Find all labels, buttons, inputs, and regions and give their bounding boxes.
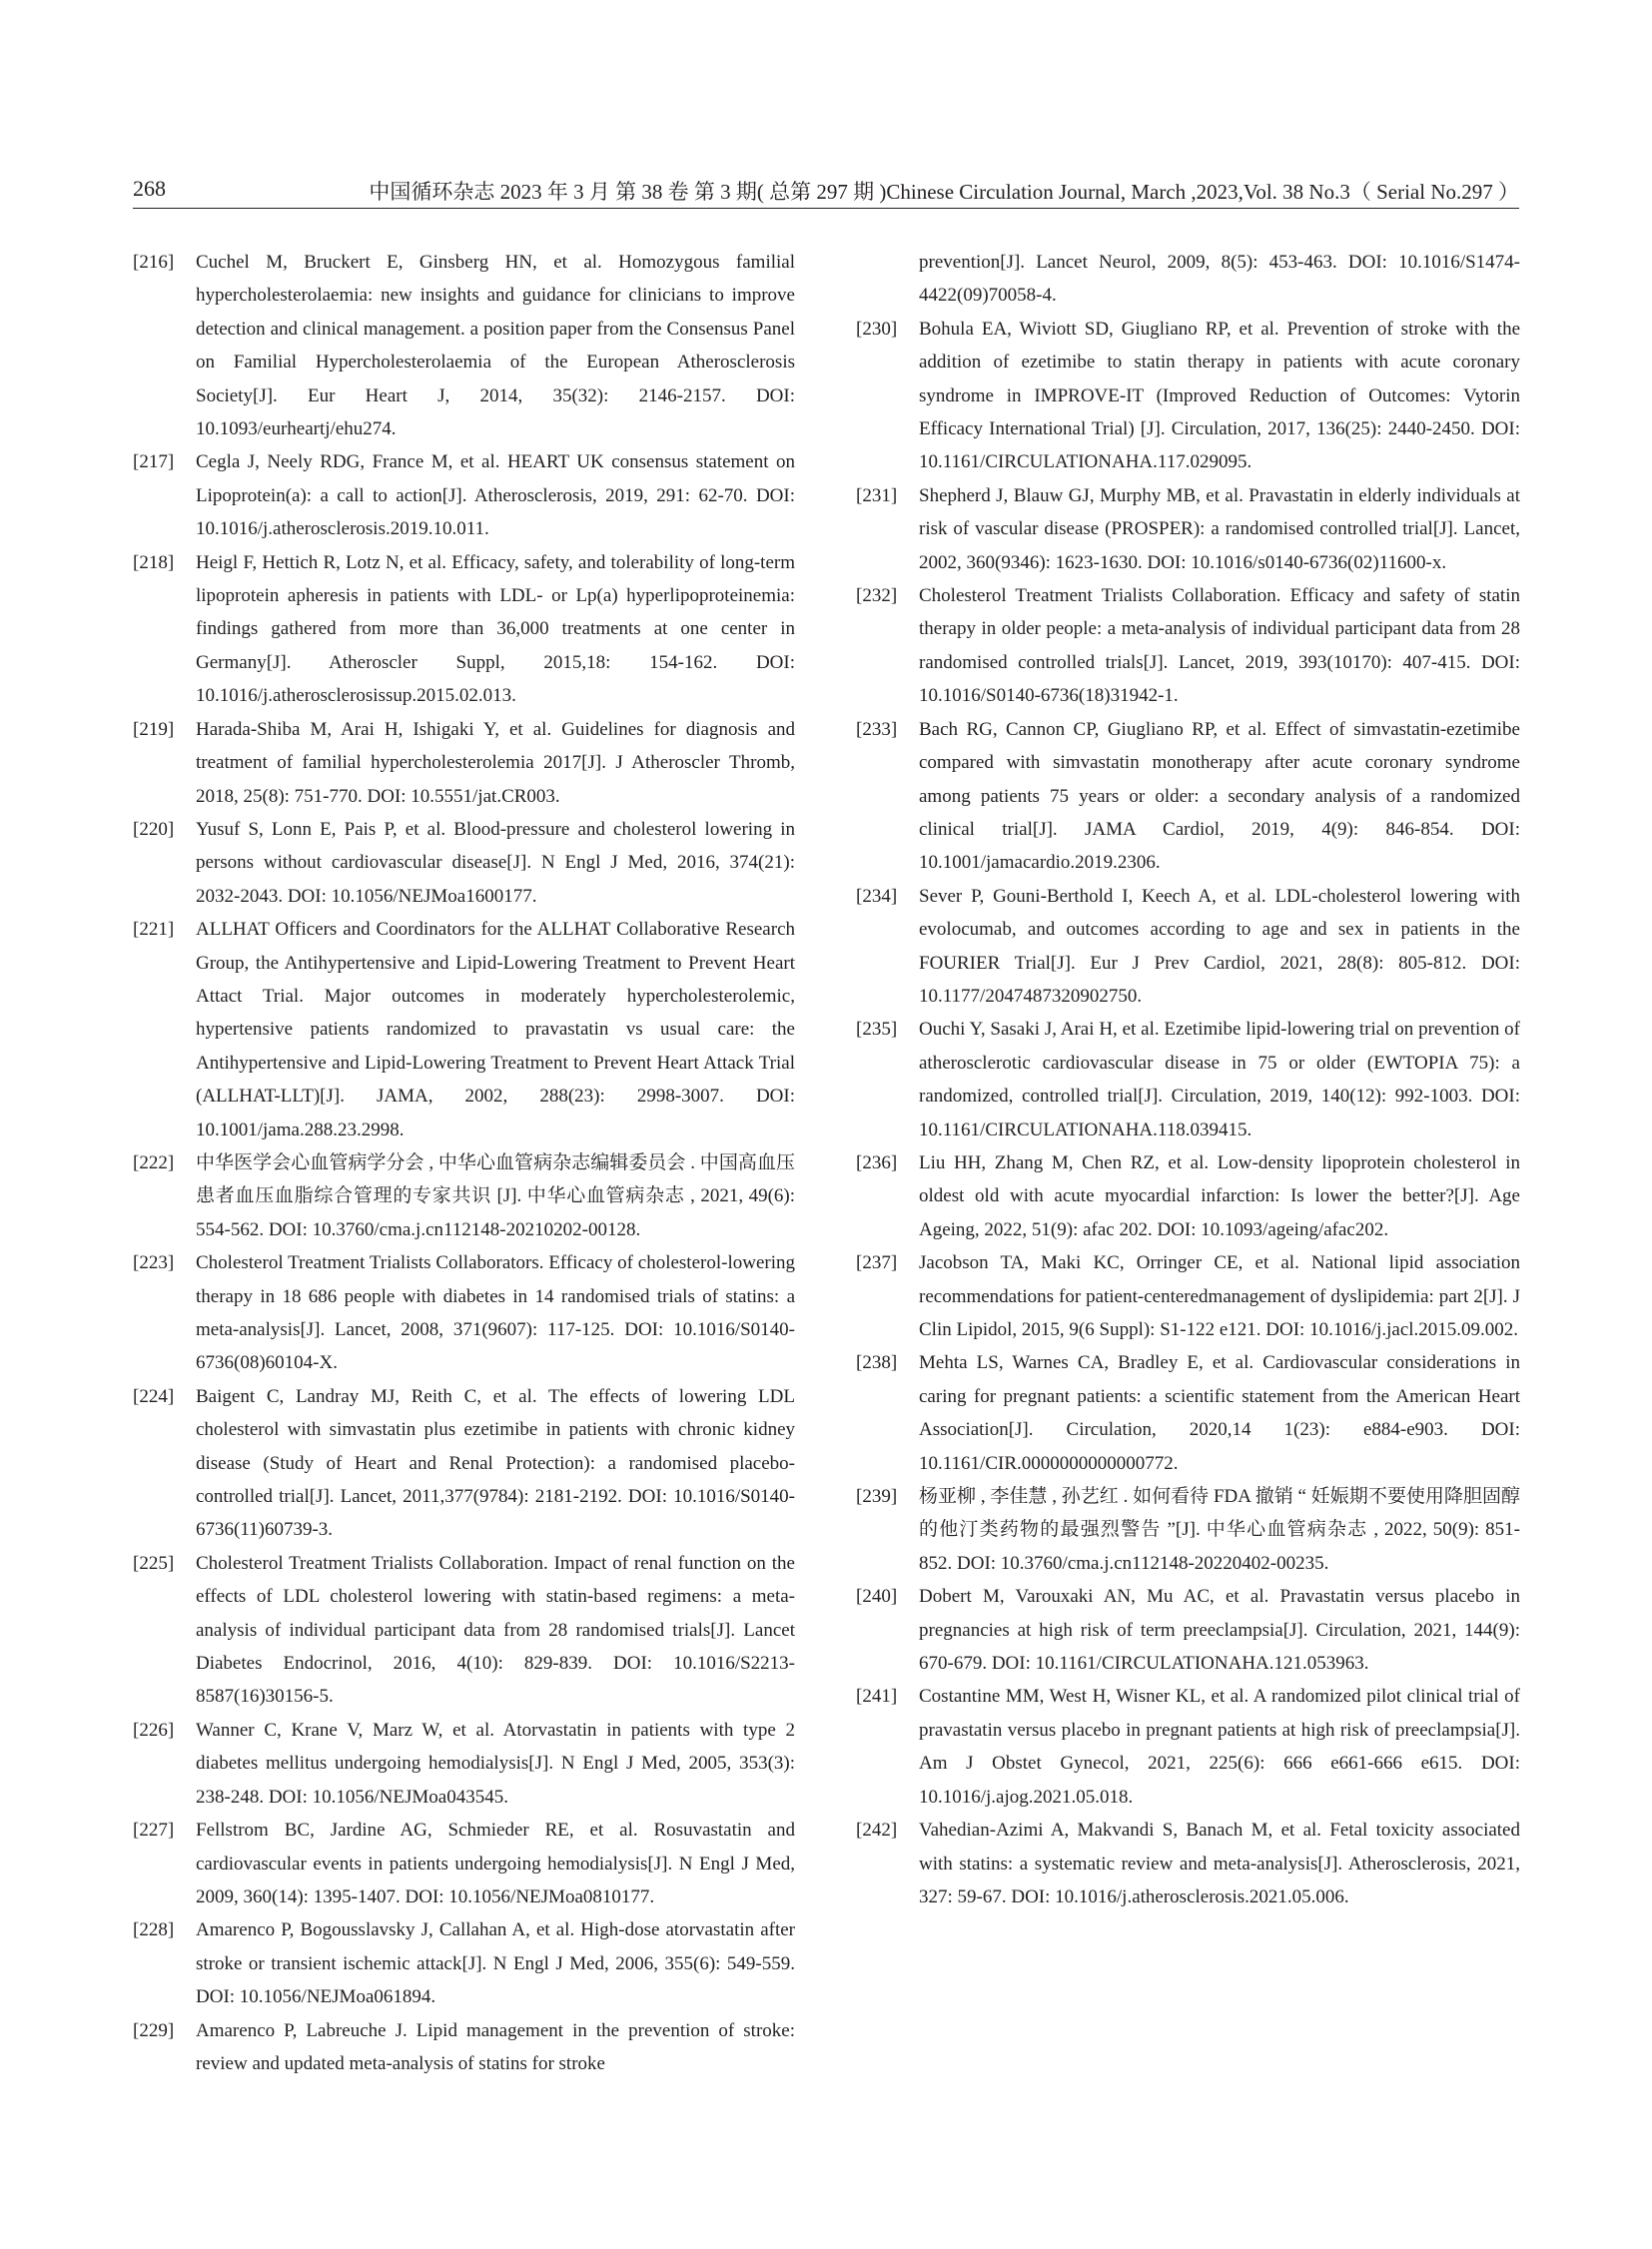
- reference-item: [856, 1013, 1520, 1146]
- reference-number: [218]: [133, 551, 175, 573]
- reference-item: [133, 2014, 795, 2081]
- reference-number: [237]: [856, 1252, 898, 1274]
- reference-list-left: [133, 246, 795, 2080]
- reference-number: [216]: [133, 252, 175, 273]
- reference-text: Sever P, Gouni-Berthold I, Keech A, et al. LDL-cholesterol lowering with evolocumab, and outcomes according to age and sex in patients in the FOURIER Trial[J]. Eur J Prev Cardiol, 2021, 28(8): 805-812. DOI: 10.1177/2047487320902750.: [919, 885, 1520, 1007]
- reference-item: [133, 1547, 795, 1714]
- reference-item: [133, 445, 795, 545]
- reference-number: [225]: [133, 1552, 175, 1574]
- reference-text: Heigl F, Hettich R, Lotz N, et al. Efficacy, safety, and tolerability of long-term lipoprotein apheresis in patients with LDL- or Lp(a) hyperlipoproteinemia: findings gathered from more than 36,000 treatments at one center in Germany[J]. Atheroscler Suppl, 2015,18: 154-162. DOI: 10.1016/j.atherosclerosissup.2015.02.013.: [196, 551, 795, 707]
- reference-number: [229]: [133, 2019, 175, 2041]
- reference-number: [234]: [856, 885, 898, 907]
- reference-text: Wanner C, Krane V, Marz W, et al. Atorvastatin in patients with type 2 diabetes mellitus undergoing hemodialysis[J]. N Engl J Med, 2005, 353(3): 238-248. DOI: 10.1056/NEJMoa043545.: [196, 1719, 795, 1808]
- reference-number: [235]: [856, 1019, 898, 1041]
- reference-item: [856, 1146, 1520, 1246]
- reference-number: [233]: [856, 718, 898, 740]
- reference-number: [232]: [856, 585, 898, 607]
- reference-number: [228]: [133, 1919, 175, 1941]
- reference-item: [856, 1480, 1520, 1580]
- reference-number: [223]: [133, 1252, 175, 1274]
- reference-text: Bohula EA, Wiviott SD, Giugliano RP, et al. Prevention of stroke with the addition of ezetimibe to statin therapy in patients with acute coronary syndrome in IMPROVE-IT (Improved Reduction of Outcomes: Vytorin Efficacy International Trial) [J]. Circulation, 2017, 136(25): 2440-2450. DOI: 10.1161/CIRCULATIONAHA.117.029095.: [919, 318, 1520, 473]
- reference-text: Fellstrom BC, Jardine AG, Schmieder RE, et al. Rosuvastatin and cardiovascular events in patients undergoing hemodialysis[J]. N Engl J Med, 2009, 360(14): 1395-1407. DOI: 10.1056/NEJMoa0810177.: [196, 1820, 795, 1907]
- journal-running-head: 中国循环杂志 2023 年 3 月 第 38 卷 第 3 期( 总第 297 期 )Chinese Circulation Journal, March ,2023,Vol. 38 No.3（ Serial No.297 ）: [369, 180, 1519, 204]
- reference-text: Bach RG, Cannon CP, Giugliano RP, et al. Effect of simvastatin-ezetimibe compared with simvastatin monotherapy after acute coronary syndrome among patients 75 years or older: a secondary analysis of a randomized clinical trial[J]. JAMA Cardiol, 2019, 4(9): 846-854. DOI: 10.1001/jamacardio.2019.2306.: [919, 718, 1520, 874]
- reference-item: [133, 1913, 795, 2013]
- reference-text: Harada-Shiba M, Arai H, Ishigaki Y, et al. Guidelines for diagnosis and treatment of familial hypercholesterolemia 2017[J]. J Atheroscler Thromb, 2018, 25(8): 751-770. DOI: 10.5551/jat.CR003.: [196, 718, 795, 807]
- reference-item: [133, 1380, 795, 1547]
- reference-item: [856, 579, 1520, 713]
- left-column: [133, 246, 795, 2080]
- reference-item: [856, 1814, 1520, 1913]
- reference-text: Cholesterol Treatment Trialists Collaborators. Efficacy of cholesterol-lowering therapy in 18 686 people with diabetes in 14 randomised trials of statins: a meta-analysis[J]. Lancet, 2008, 371(9607): 117-125. DOI: 10.1016/S0140-6736(08)60104-X.: [196, 1252, 795, 1374]
- reference-item: [856, 1346, 1520, 1480]
- reference-item: [133, 546, 795, 713]
- reference-text: Cholesterol Treatment Trialists Collaboration. Impact of renal function on the effects of LDL cholesterol lowering with statin-based regimens: a meta-analysis of individual participant data from 28 randomised trials[J]. Lancet Diabetes Endocrinol, 2016, 4(10): 829-839. DOI: 10.1016/S2213-8587(16)30156-5.: [196, 1552, 795, 1708]
- reference-number: [242]: [856, 1820, 898, 1842]
- reference-number: [240]: [856, 1586, 898, 1608]
- reference-number: [227]: [133, 1820, 175, 1842]
- reference-item: [856, 1580, 1520, 1680]
- reference-number: [221]: [133, 919, 175, 941]
- reference-item: [133, 1814, 795, 1913]
- reference-text: Cholesterol Treatment Trialists Collaboration. Efficacy and safety of statin therapy in older people: a meta-analysis of individual participant data from 28 randomised controlled trials[J]. Lancet, 2019, 393(10170): 407-415. DOI: 10.1016/S0140-6736(18)31942-1.: [919, 585, 1520, 707]
- reference-text: Yusuf S, Lonn E, Pais P, et al. Blood-pressure and cholesterol lowering in persons without cardiovascular disease[J]. N Engl J Med, 2016, 374(21): 2032-2043. DOI: 10.1056/NEJMoa1600177.: [196, 818, 795, 907]
- reference-number: [217]: [133, 451, 175, 473]
- reference-text: Amarenco P, Bogousslavsky J, Callahan A, et al. High-dose atorvastatin after stroke or transient ischemic attack[J]. N Engl J Med, 2006, 355(6): 549-559. DOI: 10.1056/NEJMoa061894.: [196, 1919, 795, 2008]
- page-header: [133, 172, 1519, 209]
- right-column: [856, 246, 1520, 1913]
- reference-item: [133, 1146, 795, 1246]
- reference-number: [231]: [856, 484, 898, 506]
- reference-text: Costantine MM, West H, Wisner KL, et al. A randomized pilot clinical trial of pravastatin versus placebo in pregnant patients at high risk of preeclampsia[J]. Am J Obstet Gynecol, 2021, 225(6): 666 e661-666 e615. DOI: 10.1016/j.ajog.2021.05.018.: [919, 1686, 1520, 1808]
- reference-list-right: [856, 313, 1520, 1914]
- reference-text: 杨亚柳 , 李佳慧 , 孙艺红 . 如何看待 FDA 撤销 “ 妊娠期不要使用降胆固醇的他汀类药物的最强烈警告 ”[J]. 中华心血管病杂志 , 2022, 50(9): 851-852. DOI: 10.3760/cma.j.cn112148-20220402-00235.: [919, 1486, 1520, 1574]
- reference-text: Shepherd J, Blauw GJ, Murphy MB, et al. Pravastatin in elderly individuals at risk of vascular disease (PROSPER): a randomised controlled trial[J]. Lancet, 2002, 360(9346): 1623-1630. DOI: 10.1016/s0140-6736(02)11600-x.: [919, 484, 1520, 573]
- reference-text: ALLHAT Officers and Coordinators for the ALLHAT Collaborative Research Group, the Antihypertensive and Lipid-Lowering Treatment to Prevent Heart Attact Trial. Major outcomes in moderately hypercholesterolemic, hypertensive patients randomized to pravastatin vs usual care: the Antihypertensive and Lipid-Lowering Treatment to Prevent Heart Attack Trial (ALLHAT-LLT)[J]. JAMA, 2002, 288(23): 2998-3007. DOI: 10.1001/jama.288.23.2998.: [196, 919, 795, 1140]
- reference-number: [226]: [133, 1719, 175, 1741]
- reference-item: [133, 913, 795, 1146]
- reference-number: [230]: [856, 318, 898, 340]
- reference-text: Mehta LS, Warnes CA, Bradley E, et al. Cardiovascular considerations in caring for pregnant patients: a scientific statement from the American Heart Association[J]. Circulation, 2020,14 1(23): e884-e903. DOI: 10.1161/CIR.0000000000000772.: [919, 1352, 1520, 1474]
- reference-text: Ouchi Y, Sasaki J, Arai H, et al. Ezetimibe lipid-lowering trial on prevention of atherosclerotic cardiovascular disease in 75 or older (EWTOPIA 75): a randomized, controlled trial[J]. Circulation, 2019, 140(12): 992-1003. DOI: 10.1161/CIRCULATIONAHA.118.039415.: [919, 1019, 1520, 1140]
- reference-item: [133, 813, 795, 913]
- reference-text: Vahedian-Azimi A, Makvandi S, Banach M, et al. Fetal toxicity associated with statins: a systematic review and meta-analysis[J]. Atherosclerosis, 2021, 327: 59-67. DOI: 10.1016/j.atherosclerosis.2021.05.006.: [919, 1820, 1520, 1907]
- reference-continuation: [856, 246, 1520, 313]
- reference-text: Dobert M, Varouxaki AN, Mu AC, et al. Pravastatin versus placebo in pregnancies at high risk of term preeclampsia[J]. Circulation, 2021, 144(9): 670-679. DOI: 10.1161/CIRCULATIONAHA.121.053963.: [919, 1586, 1520, 1675]
- reference-text: Cegla J, Neely RDG, France M, et al. HEART UK consensus statement on Lipoprotein(a): a call to action[J]. Atherosclerosis, 2019, 291: 62-70. DOI: 10.1016/j.atherosclerosis.2019.10.011.: [196, 451, 795, 540]
- reference-number: [219]: [133, 718, 175, 740]
- reference-text: Liu HH, Zhang M, Chen RZ, et al. Low-density lipoprotein cholesterol in oldest old with acute myocardial infarction: Is lower the better?[J]. Age Ageing, 2022, 51(9): afac 202. DOI: 10.1093/ageing/afac202.: [919, 1151, 1520, 1240]
- page-number: 268: [133, 176, 166, 201]
- reference-item: [133, 246, 795, 445]
- reference-number: [241]: [856, 1686, 898, 1708]
- reference-number: [236]: [856, 1151, 898, 1173]
- reference-number: [220]: [133, 818, 175, 840]
- reference-number: [239]: [856, 1486, 898, 1508]
- reference-item: [856, 479, 1520, 579]
- reference-number: [238]: [856, 1352, 898, 1374]
- reference-text: Baigent C, Landray MJ, Reith C, et al. The effects of lowering LDL cholesterol with simvastatin plus ezetimibe in patients with chronic kidney disease (Study of Heart and Renal Protection): a randomised placebo-controlled trial[J]. Lancet, 2011,377(9784): 2181-2192. DOI: 10.1016/S0140-6736(11)60739-3.: [196, 1385, 795, 1541]
- reference-item: [133, 1246, 795, 1380]
- reference-text: 中华医学会心血管病学分会 , 中华心血管病杂志编辑委员会 . 中国高血压患者血压血脂综合管理的专家共识 [J]. 中华心血管病杂志 , 2021, 49(6): 554-562. DOI: 10.3760/cma.j.cn112148-20210202-00128.: [196, 1151, 795, 1240]
- reference-text: prevention[J]. Lancet Neurol, 2009, 8(5): 453-463. DOI: 10.1016/S1474-4422(09)70058-4.: [919, 252, 1520, 307]
- reference-item: [856, 313, 1520, 479]
- reference-item: [133, 713, 795, 813]
- reference-item: [856, 1680, 1520, 1814]
- reference-item: [856, 880, 1520, 1014]
- reference-number: [222]: [133, 1151, 175, 1173]
- reference-item: [856, 1246, 1520, 1346]
- reference-item: [856, 713, 1520, 880]
- reference-item: [133, 1714, 795, 1814]
- reference-number: [224]: [133, 1385, 175, 1407]
- reference-text: Cuchel M, Bruckert E, Ginsberg HN, et al. Homozygous familial hypercholesterolaemia: new insights and guidance for clinicians to improve detection and clinical management. a position paper from the Consensus Panel on Familial Hypercholesterolaemia of the European Atherosclerosis Society[J]. Eur Heart J, 2014, 35(32): 2146-2157. DOI: 10.1093/eurheartj/ehu274.: [196, 252, 795, 440]
- reference-text: Jacobson TA, Maki KC, Orringer CE, et al. National lipid association recommendations for patient-centeredmanagement of dyslipidemia: part 2[J]. J Clin Lipidol, 2015, 9(6 Suppl): S1-122 e121. DOI: 10.1016/j.jacl.2015.09.002.: [919, 1252, 1520, 1340]
- reference-text: Amarenco P, Labreuche J. Lipid management in the prevention of stroke: review and updated meta-analysis of statins for stroke: [196, 2019, 795, 2074]
